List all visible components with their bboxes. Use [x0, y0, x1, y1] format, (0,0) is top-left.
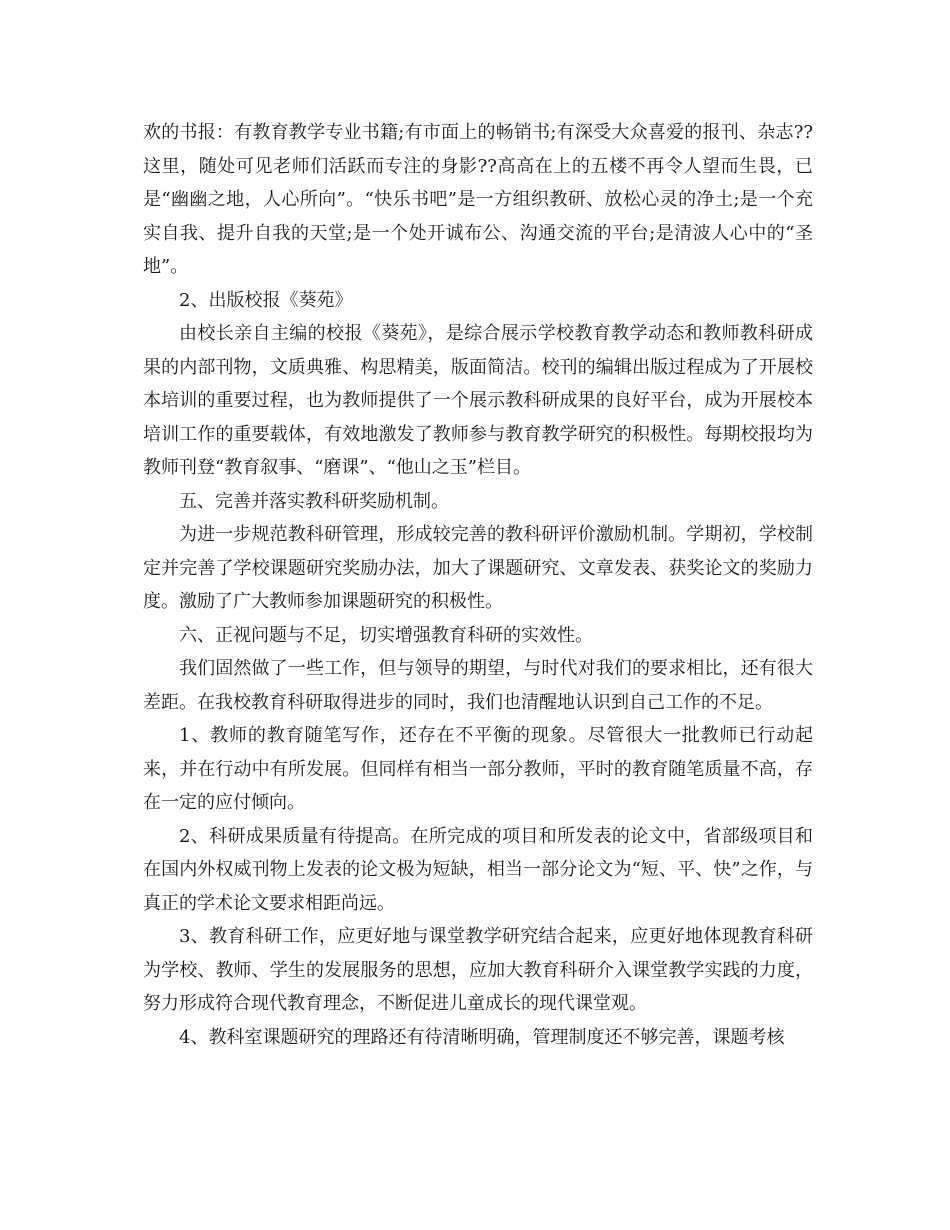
list-item-problem-1: 1、教师的教育随笔写作，还存在不平衡的现象。尽管很大一批教师已行动起来，并在行动中有所发展。但同样有相当一部分教师，平时的教育随笔质量不高，存在一定的应付倾向。: [143, 725, 813, 813]
heading-section-five: 五、完善并落实教科研奖励机制。: [179, 490, 449, 512]
list-item-problem-4: 4、教科室课题研究的理路还有待清晰明确，管理制度还不够完善，课题考核: [179, 1026, 785, 1048]
paragraph-reading-room-description: 欢的书报：有教育教学专业书籍;有市面上的畅销书;有深受大众喜爱的报刊、杂志??这里，随处可见老师们活跃而专注的身影??高高在上的五楼不再令人望而生畏，已是“幽幽之地，人心所向”。“快乐书吧”是一方组织教研、放松心灵的净土;是一个充实自我、提升自我的天堂;是一个处开诚布公、沟通交流的平台;是清波人心中的“圣地”。: [143, 122, 813, 277]
paragraph-school-newspaper: 由校长亲自主编的校报《葵苑》，是综合展示学校教育教学动态和教师教科研成果的内部刊物，文质典雅、构思精美，版面简洁。校刊的编辑出版过程成为了开展校本培训的重要过程，也为教师提供了一个展示教科研成果的良好平台，成为开展校本培训工作的重要载体，有效地激发了教师参与教育教学研究的积极性。每期校报均为教师刊登“教育叙事、“磨课”、“他山之玉”栏目。: [143, 323, 813, 478]
list-item-problem-3: 3、教育科研工作，应更好地与课堂教学研究结合起来，应更好地体现教育科研为学校、教师、学生的发展服务的思想，应加大教育科研介入课堂教学实践的力度，努力形成符合现代教育理念，不断促进儿童成长的现代课堂观。: [143, 926, 813, 1014]
document-body: [143, 116, 813, 1054]
paragraph-problems-intro: 我们固然做了一些工作，但与领导的期望，与时代对我们的要求相比，还有很大差距。在我校教育科研取得进步的同时，我们也清醒地认识到自己工作的不足。: [143, 658, 813, 713]
heading-section-six: 六、正视问题与不足，切实增强教育科研的实效性。: [179, 624, 593, 646]
paragraph-incentive-mechanism: 为进一步规范教科研管理，形成较完善的教科研评价激励机制。学期初，学校制定并完善了学校课题研究奖励办法，加大了课题研究、文章发表、获奖论文的奖励力度。激励了广大教师参加课题研究的积极性。: [143, 524, 813, 612]
list-item-problem-2: 2、科研成果质量有待提高。在所完成的项目和所发表的论文中，省部级项目和在国内外权威刊物上发表的论文极为短缺，相当一部分论文为“短、平、快”之作，与真正的学术论文要求相距尚远。: [143, 825, 813, 914]
heading-school-newspaper: 2、出版校报《葵苑》: [179, 289, 353, 311]
